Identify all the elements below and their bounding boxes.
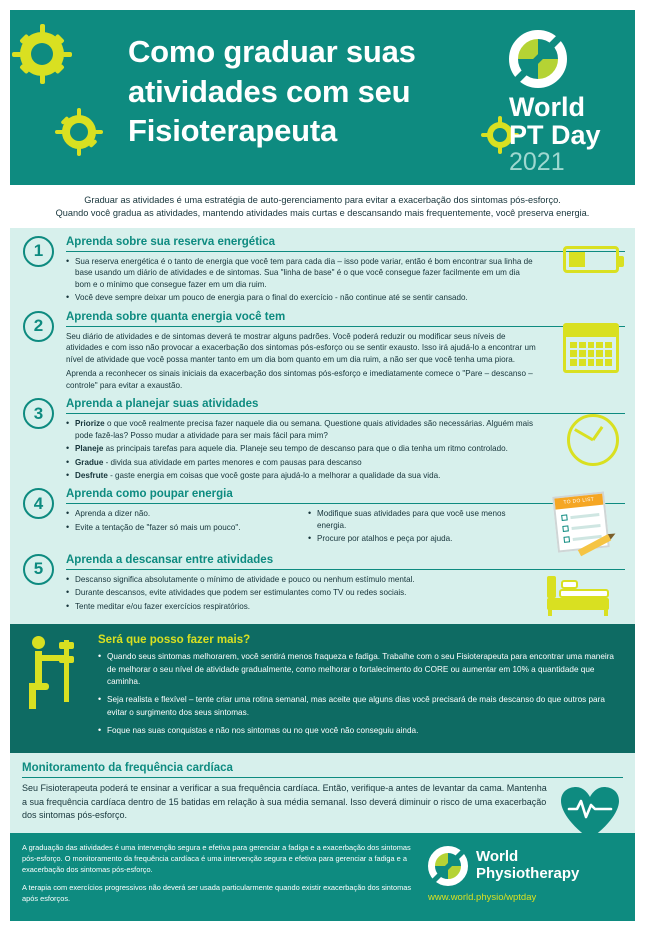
page-title: Como graduar suas atividades com seu Fisioterapeuta xyxy=(128,34,416,149)
list-item: • Planeje as principais tarefas para aquele dia. Planeje seu tempo de descanso para que o dia tenha um ritmo controlado. xyxy=(66,443,536,454)
step-3-number: 3 xyxy=(23,398,54,429)
step-5-number: 5 xyxy=(23,554,54,585)
step-3 xyxy=(20,398,625,481)
step-1-title: Aprenda sobre sua reserva energética xyxy=(66,236,625,252)
more-section xyxy=(10,624,635,753)
list-item: • Descanso significa absolutamente o mínimo de atividade e pouco ou nenhum estímulo mental. xyxy=(66,574,536,585)
step-4 xyxy=(20,488,625,546)
more-section-bullets xyxy=(98,651,623,737)
list-item: • Procure por atalhos e peça por ajuda. xyxy=(308,533,536,544)
step-4-title: Aprenda como poupar energia xyxy=(66,488,625,504)
step-1-bullets xyxy=(66,256,536,304)
steps-panel xyxy=(10,228,635,625)
list-item: • Você deve sempre deixar um pouco de energia para o final do exercício - não continue até se sentir cansado. xyxy=(66,292,536,303)
step-4-number: 4 xyxy=(23,488,54,519)
clipboard-icon xyxy=(555,494,607,550)
footer-text xyxy=(22,842,416,905)
step-2-number: 2 xyxy=(23,311,54,342)
list-item: • Foque nas suas conquistas e não nos sintomas ou no que você não conseguiu ainda. xyxy=(98,725,623,737)
list-item: • Modifique suas atividades para que você use menos energia. xyxy=(308,508,536,531)
more-section-title: Será que posso fazer mais? xyxy=(98,634,251,647)
heart-rate-section xyxy=(10,753,635,833)
step-2-paragraph-1: Seu diário de atividades e de sintomas deverá te mostrar alguns padrões. Você poderá reduzir ou modificar seus níveis de atividades e com isso não provocar a exacerbação dos sintomas pós-esforço ou se sentir exausto. Isso irá ajudá-lo a encontrar um nível de atividade que você possa manter tanto em um dia bom quanto em um dia ruim, a não ser que você tenha uma piora. xyxy=(66,331,536,364)
footer-paragraph-1: A graduação das atividades é uma intervenção segura e efetiva para gerenciar a fadiga e a exacerbação dos sintomas pós-esforço. O monitoramento da frequência cardíaca é uma intervenção segura e efetiva para gerenciar a fadiga e a exacerbação dos sintomas pós-esforço. xyxy=(22,842,411,874)
footer-paragraph-2: A terapia com exercícios progressivos não deverá ser usada particularmente quando existir exacerbação dos sintomas após esforços. xyxy=(22,882,412,904)
list-item: • Sua reserva energética é o tanto de energia que você tem para cada dia – isso pode variar, então é bom encontrar sua linha de base usando um diário de atividades e de sintomas. Sua "linha de base" é o que você consegue fazer facilmente em um dia bom e o mínimo que consegue fazer em um dia ruim. xyxy=(66,256,536,290)
step-4-bullets-left xyxy=(66,508,294,533)
step-5-title: Aprenda a descansar entre atividades xyxy=(66,554,625,570)
clock-icon xyxy=(567,414,619,466)
list-item: • Priorize o que você realmente precisa fazer naquele dia ou semana. Questione quais atividades são necessárias. Alguém mais pode fazê-las? Posso mudar a atividade para ser mais fácil para mim? xyxy=(66,418,536,441)
footer xyxy=(10,833,635,921)
step-5 xyxy=(20,554,625,612)
world-physiotherapy-logo xyxy=(428,842,623,903)
world-pt-day-mark-icon xyxy=(509,30,567,88)
list-item: • Aprenda a dizer não. xyxy=(66,508,294,519)
list-item: • Quando seus sintomas melhorarem, você sentirá menos fraqueza e fadiga. Trabalhe com o seu Fisioterapeuta para encontrar uma maneira de melhorar o seu nível de atividade gradualmente, como melhorar o fortalecimento do CORE ou aumentar em 10% a quantidade que caminha. xyxy=(98,651,623,688)
virus-decoration-2 xyxy=(62,115,96,149)
virus-decoration-1 xyxy=(20,32,64,76)
intro-text xyxy=(10,185,635,228)
heart-rate-body: Seu Fisioterapeuta poderá te ensinar a verificar a sua frequência cardíaca. Então, verifique-a antes de levantar da cama. Mantenha a sua frequência cardíaca dentro de 15 batidas em relação à sua média semanal. Isso deverá diminuir o risco de uma exacerbação dos sintomas pós-esforço. xyxy=(22,783,547,821)
intro-line-1: Graduar as atividades é uma estratégia de auto-gerenciamento para evitar a exacerbação dos sintomas pós-esforço. xyxy=(84,195,561,205)
list-item: • Durante descansos, evite atividades que podem ser estimulantes como TV ou redes sociais. xyxy=(66,587,536,598)
header xyxy=(10,10,635,185)
step-5-bullets xyxy=(66,574,536,612)
list-item: • Gradue - divida sua atividade em partes menores e com pausas para descanso xyxy=(66,457,536,468)
world-physiotherapy-mark-icon xyxy=(428,846,468,886)
list-item: • Evite a tentação de "fazer só mais um pouco". xyxy=(66,522,294,533)
step-4-bullets-right xyxy=(308,508,536,544)
step-2-title: Aprenda sobre quanta energia você tem xyxy=(66,311,625,327)
list-item: • Seja realista e flexível – tente criar uma rotina semanal, mas aceite que alguns dias você precisará de mais descanso do que outros para evitar o surgimento dos seus sintomas. xyxy=(98,694,623,719)
step-1 xyxy=(20,236,625,304)
list-item: • Desfrute - gaste energia em coisas que você goste para ajudá-lo a melhorar a qualidade da sua vida. xyxy=(66,470,536,481)
step-3-title: Aprenda a planejar suas atividades xyxy=(66,398,625,414)
logo-ptday-text: PT Day xyxy=(509,120,601,150)
calendar-icon xyxy=(563,323,619,373)
step-1-number: 1 xyxy=(23,236,54,267)
footer-logo-line-2: Physiotherapy xyxy=(476,864,580,882)
world-pt-day-logo xyxy=(509,30,621,177)
list-item: • Tente meditar e/ou fazer exercícios respiratórios. xyxy=(66,601,536,612)
footer-url[interactable]: www.world.physio/wptday xyxy=(428,891,537,903)
heart-ecg-icon xyxy=(561,787,619,839)
logo-year-text: 2021 xyxy=(509,148,565,177)
person-weights-icon xyxy=(26,636,82,710)
step-3-bullets xyxy=(66,418,536,481)
clipboard-label: TO DO LIST xyxy=(554,494,603,510)
battery-icon xyxy=(563,246,619,273)
step-2-paragraph-2: Aprenda a reconhecer os sinais iniciais da exacerbação dos sintomas pós-esforço e imediatamente comece o "Pare – descanso – controle" para evitar a exaustão. xyxy=(66,369,533,390)
intro-line-2: Quando você gradua as atividades, mantendo atividades mais curtas e descansando mais frequentemente, você preserva energia. xyxy=(55,208,590,219)
heart-rate-title: Monitoramento da frequência cardíaca xyxy=(22,762,623,778)
step-2 xyxy=(20,311,625,391)
bed-icon xyxy=(547,576,609,610)
logo-world-text: World xyxy=(509,92,585,122)
footer-logo-line-1: World xyxy=(476,848,519,866)
